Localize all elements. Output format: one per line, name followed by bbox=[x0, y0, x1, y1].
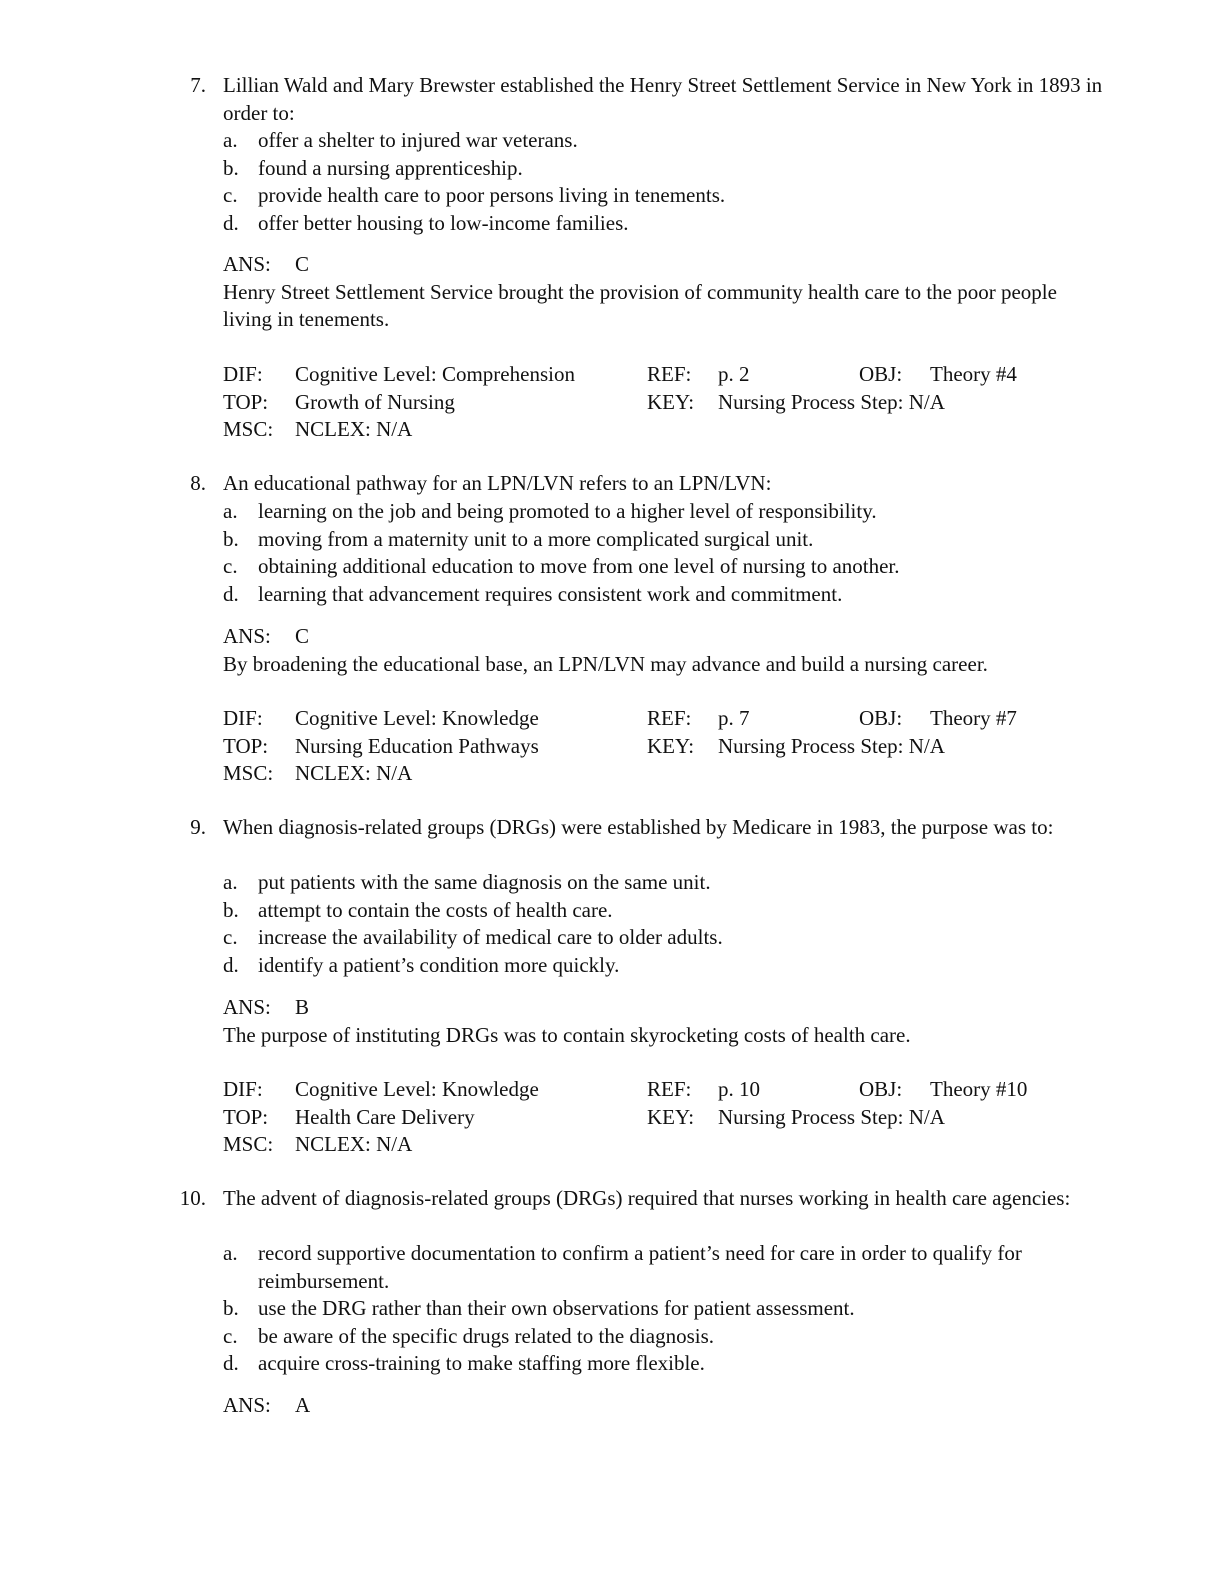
key-label: KEY: bbox=[647, 733, 695, 758]
ref-label: REF: bbox=[647, 362, 692, 386]
question-number: 7. bbox=[190, 73, 206, 97]
option-d bbox=[223, 210, 1103, 238]
option-text: offer a shelter to injured war veterans. bbox=[258, 128, 578, 152]
ref-value: p. 2 bbox=[718, 362, 750, 386]
option-b bbox=[223, 526, 1103, 554]
option-a bbox=[223, 1240, 1103, 1295]
question-metadata bbox=[223, 705, 1123, 788]
option-d bbox=[223, 1350, 1103, 1378]
option-letter: b. bbox=[223, 897, 239, 922]
answer-block bbox=[223, 994, 1108, 1049]
dif-label: DIF: bbox=[223, 706, 263, 730]
option-a bbox=[223, 127, 1103, 155]
meta-row-1 bbox=[223, 361, 1123, 389]
option-c bbox=[223, 553, 1103, 581]
option-letter: a. bbox=[223, 128, 238, 152]
top-value: Health Care Delivery bbox=[295, 1104, 475, 1129]
answer-label: ANS: bbox=[223, 624, 271, 648]
top-label: TOP: bbox=[223, 733, 269, 758]
msc-value: NCLEX: N/A bbox=[295, 761, 413, 785]
key-value: Nursing Process Step: N/A bbox=[718, 733, 945, 758]
key-label: KEY: bbox=[647, 1104, 695, 1129]
answer-options bbox=[223, 498, 1103, 608]
obj-label: OBJ: bbox=[859, 362, 903, 386]
option-text: learning that advancement requires consistent work and commitment. bbox=[258, 581, 843, 606]
question-stem: Lillian Wald and Mary Brewster established the Henry Street Settlement Service in New York in 1893 in order to: bbox=[223, 73, 1103, 125]
key-value: Nursing Process Step: N/A bbox=[718, 1104, 945, 1129]
meta-row-2 bbox=[223, 733, 1123, 761]
key-label: KEY: bbox=[647, 389, 695, 414]
answer-value: A bbox=[295, 1393, 311, 1417]
answer-line bbox=[223, 1392, 1108, 1420]
option-text: obtaining additional education to move from one level of nursing to another. bbox=[258, 554, 900, 578]
dif-value: Cognitive Level: Comprehension bbox=[295, 362, 575, 386]
option-text: acquire cross-training to make staffing more flexible. bbox=[258, 1351, 705, 1375]
top-label: TOP: bbox=[223, 389, 269, 414]
option-c bbox=[223, 924, 1103, 952]
option-d bbox=[223, 581, 1103, 609]
dif-value: Cognitive Level: Knowledge bbox=[295, 1077, 539, 1101]
meta-row-3 bbox=[223, 1131, 1123, 1159]
answer-block bbox=[223, 623, 1108, 678]
answer-value: B bbox=[295, 995, 310, 1019]
question-stem: The advent of diagnosis-related groups (DRGs) required that nurses working in health care agencies: bbox=[223, 1186, 1071, 1210]
top-label: TOP: bbox=[223, 1104, 269, 1129]
option-b bbox=[223, 155, 1103, 183]
msc-value: NCLEX: N/A bbox=[295, 417, 413, 441]
dif-label: DIF: bbox=[223, 362, 263, 386]
answer-options bbox=[223, 1240, 1103, 1378]
option-letter: b. bbox=[223, 155, 239, 180]
ref-label: REF: bbox=[647, 706, 692, 730]
answer-label: ANS: bbox=[223, 252, 271, 276]
option-letter: a. bbox=[223, 499, 238, 523]
meta-row-1 bbox=[223, 705, 1123, 733]
answer-options bbox=[223, 127, 1103, 237]
msc-label: MSC: bbox=[223, 417, 274, 441]
top-value: Nursing Education Pathways bbox=[295, 733, 539, 758]
meta-row-2 bbox=[223, 1104, 1123, 1132]
option-letter: c. bbox=[223, 925, 238, 949]
option-text: increase the availability of medical care to older adults. bbox=[258, 925, 723, 949]
option-a bbox=[223, 498, 1103, 526]
option-letter: a. bbox=[223, 1241, 238, 1265]
answer-value: C bbox=[295, 252, 310, 276]
meta-row-2 bbox=[223, 389, 1123, 417]
obj-value: Theory #7 bbox=[930, 706, 1017, 730]
meta-row-3 bbox=[223, 416, 1123, 444]
option-letter: d. bbox=[223, 1351, 239, 1375]
option-letter: d. bbox=[223, 210, 239, 235]
option-d bbox=[223, 952, 1103, 980]
obj-value: Theory #4 bbox=[930, 362, 1017, 386]
obj-value: Theory #10 bbox=[930, 1077, 1028, 1101]
option-text: record supportive documentation to confirm a patient’s need for care in order to qualify for reimbursement. bbox=[258, 1241, 1022, 1293]
top-value: Growth of Nursing bbox=[295, 389, 455, 414]
rationale: By broadening the educational base, an LPN/LVN may advance and build a nursing career. bbox=[223, 651, 988, 676]
option-letter: c. bbox=[223, 183, 238, 207]
answer-value: C bbox=[295, 624, 310, 648]
option-text: offer better housing to low-income families. bbox=[258, 210, 629, 235]
option-letter: b. bbox=[223, 1296, 239, 1320]
option-b bbox=[223, 897, 1103, 925]
ref-label: REF: bbox=[647, 1077, 692, 1101]
key-value: Nursing Process Step: N/A bbox=[718, 389, 945, 414]
question-number: 10. bbox=[179, 1186, 206, 1210]
msc-label: MSC: bbox=[223, 761, 274, 785]
dif-label: DIF: bbox=[223, 1077, 263, 1101]
option-text: found a nursing apprenticeship. bbox=[258, 155, 523, 180]
option-text: identify a patient’s condition more quickly. bbox=[258, 952, 620, 977]
option-text: learning on the job and being promoted to a higher level of responsibility. bbox=[258, 499, 877, 523]
answer-block bbox=[223, 1392, 1108, 1420]
question-stem: When diagnosis-related groups (DRGs) were established by Medicare in 1983, the purpose was to: bbox=[223, 815, 1054, 839]
option-text: attempt to contain the costs of health care. bbox=[258, 897, 613, 922]
option-letter: c. bbox=[223, 554, 238, 578]
rationale: Henry Street Settlement Service brought the provision of community health care to the poor people living in tenements. bbox=[223, 279, 1057, 331]
msc-label: MSC: bbox=[223, 1132, 274, 1156]
answer-label: ANS: bbox=[223, 995, 271, 1019]
answer-line bbox=[223, 251, 1108, 279]
option-letter: d. bbox=[223, 952, 239, 977]
msc-value: NCLEX: N/A bbox=[295, 1132, 413, 1156]
question-metadata bbox=[223, 361, 1123, 444]
question-number: 8. bbox=[190, 471, 206, 495]
option-c bbox=[223, 1323, 1103, 1351]
meta-row-3 bbox=[223, 760, 1123, 788]
option-letter: a. bbox=[223, 870, 238, 894]
option-a bbox=[223, 869, 1103, 897]
rationale: The purpose of instituting DRGs was to contain skyrocketing costs of health care. bbox=[223, 1022, 911, 1047]
answer-block bbox=[223, 251, 1108, 334]
question-number: 9. bbox=[190, 815, 206, 839]
dif-value: Cognitive Level: Knowledge bbox=[295, 706, 539, 730]
option-text: put patients with the same diagnosis on the same unit. bbox=[258, 870, 711, 894]
question-metadata bbox=[223, 1076, 1123, 1159]
option-text: use the DRG rather than their own observations for patient assessment. bbox=[258, 1296, 855, 1320]
option-letter: c. bbox=[223, 1323, 238, 1348]
meta-row-1 bbox=[223, 1076, 1123, 1104]
question-stem: An educational pathway for an LPN/LVN refers to an LPN/LVN: bbox=[223, 471, 772, 495]
ref-value: p. 10 bbox=[718, 1077, 760, 1101]
option-letter: b. bbox=[223, 526, 239, 551]
answer-options bbox=[223, 869, 1103, 979]
option-text: provide health care to poor persons living in tenements. bbox=[258, 183, 726, 207]
option-c bbox=[223, 182, 1103, 210]
obj-label: OBJ: bbox=[859, 706, 903, 730]
answer-line bbox=[223, 994, 1108, 1022]
option-letter: d. bbox=[223, 581, 239, 606]
option-text: moving from a maternity unit to a more complicated surgical unit. bbox=[258, 526, 814, 551]
option-b bbox=[223, 1295, 1103, 1323]
answer-label: ANS: bbox=[223, 1393, 271, 1417]
ref-value: p. 7 bbox=[718, 706, 750, 730]
obj-label: OBJ: bbox=[859, 1077, 903, 1101]
answer-line bbox=[223, 623, 1108, 651]
option-text: be aware of the specific drugs related to the diagnosis. bbox=[258, 1323, 715, 1348]
